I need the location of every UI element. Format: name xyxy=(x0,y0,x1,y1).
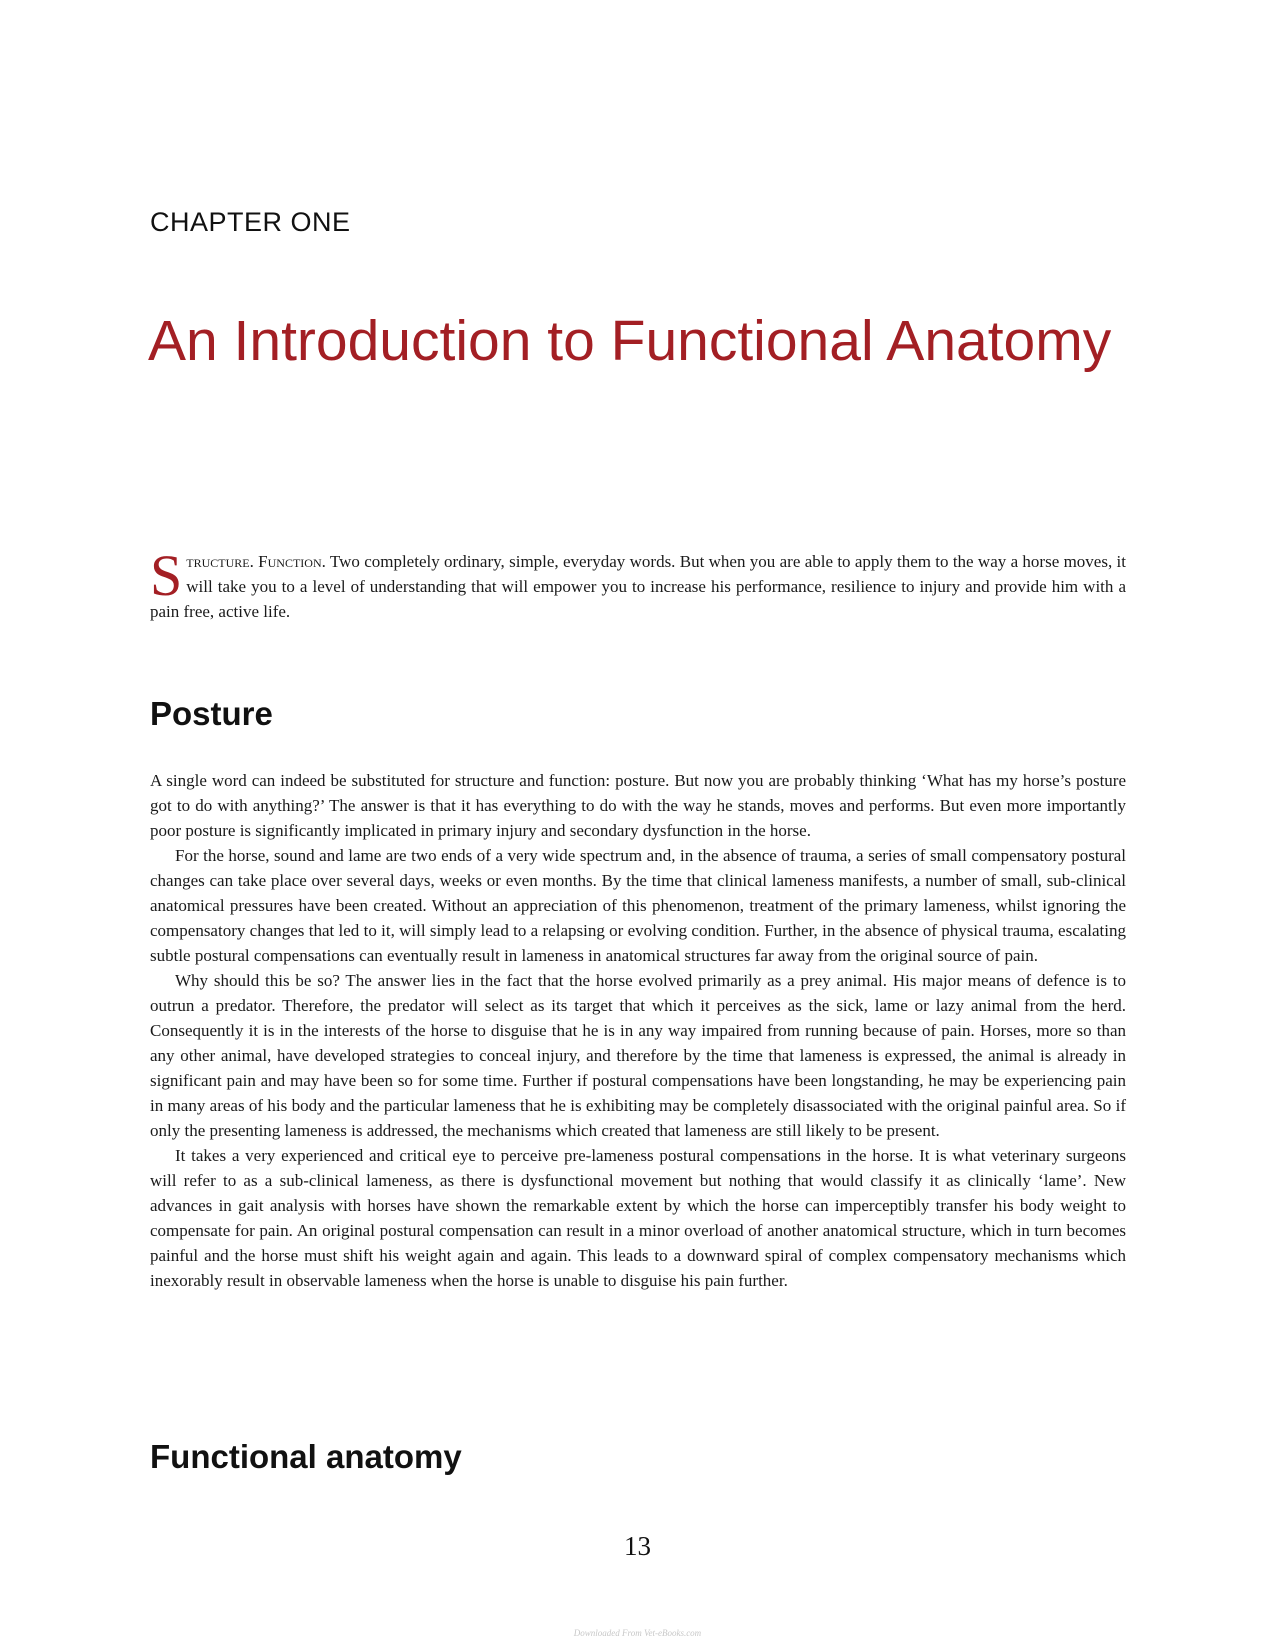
paragraph: It takes a very experienced and critical eye to perceive pre-lameness postural compensations in the horse. It is what veterinary surgeons will refer to as a sub-clinical lameness, as there is dysfunctional movement but nothing that would classify it as clinically ‘lame’. New advances in gait analysis with horses have shown the remarkable extent by which the horse can imperceptibly transfer his body weight to compensate for pain. An original postural compensation can result in a minor overload of another anatomical structure, which in turn becomes painful and the horse must shift his weight again and again. This leads to a downward spiral of complex compensatory mechanisms which inexorably result in observable lameness when the horse is unable to disguise his pain further. xyxy=(150,1146,1126,1290)
chapter-label: CHAPTER ONE xyxy=(150,207,351,237)
chapter-title: An Introduction to Functional Anatomy xyxy=(148,309,1112,373)
page-number: 13 xyxy=(624,1531,651,1561)
section-heading-posture: Posture xyxy=(150,695,273,732)
intro-smallcaps-lead: tructure. Function xyxy=(186,552,322,571)
intro-paragraph xyxy=(150,543,1126,624)
posture-section-body xyxy=(150,768,1126,1293)
drop-cap: S xyxy=(150,543,183,608)
paragraph: For the horse, sound and lame are two ends of a very wide spectrum and, in the absence of trauma, a series of small compensatory postural changes can take place over several days, weeks or even months. By the time that clinical lameness manifests, a number of small, sub-clinical anatomical pressures have been created. Without an appreciation of this phenomenon, treatment of the primary lameness, whilst ignoring the compensatory changes that led to it, will simply lead to a relapsing or evolving condition. Further, in the absence of physical trauma, escalating subtle postural compensations can eventually result in lameness in anatomical structures far away from the original source of pain. xyxy=(150,846,1126,965)
watermark: Downloaded From Vet-eBooks.com xyxy=(573,1628,702,1638)
paragraph: A single word can indeed be substituted for structure and function: posture. But now you are probably thinking ‘What has my horse’s posture got to do with anything?’ The answer is that it has everything to do with the way he stands, moves and performs. But even more importantly poor posture is significantly implicated in primary injury and secondary dysfunction in the horse. xyxy=(150,771,1126,840)
intro-text: . Two completely ordinary, simple, everyday words. But when you are able to apply them to the way a horse moves, it will take you to a level of understanding that will empower you to increase his performance, resilience to injury and provide him with a pain free, active life. xyxy=(150,552,1126,621)
paragraph: Why should this be so? The answer lies in the fact that the horse evolved primarily as a prey animal. His major means of defence is to outrun a predator. Therefore, the predator will select as its target that which it perceives as the sick, lame or lazy animal from the herd. Consequently it is in the interests of the horse to disguise that he is in any way impaired from running because of pain. Horses, more so than any other animal, have developed strategies to conceal injury, and therefore by the time that lameness is expressed, the animal is already in significant pain and may have been so for some time. Further if postural compensations have been longstanding, he may be experiencing pain in many areas of his body and the particular lameness that he is exhibiting may be completely disassociated with the original painful area. So if only the presenting lameness is addressed, the mechanisms which created that lameness are still likely to be present. xyxy=(150,971,1126,1140)
section-heading-functional-anatomy: Functional anatomy xyxy=(150,1438,462,1475)
